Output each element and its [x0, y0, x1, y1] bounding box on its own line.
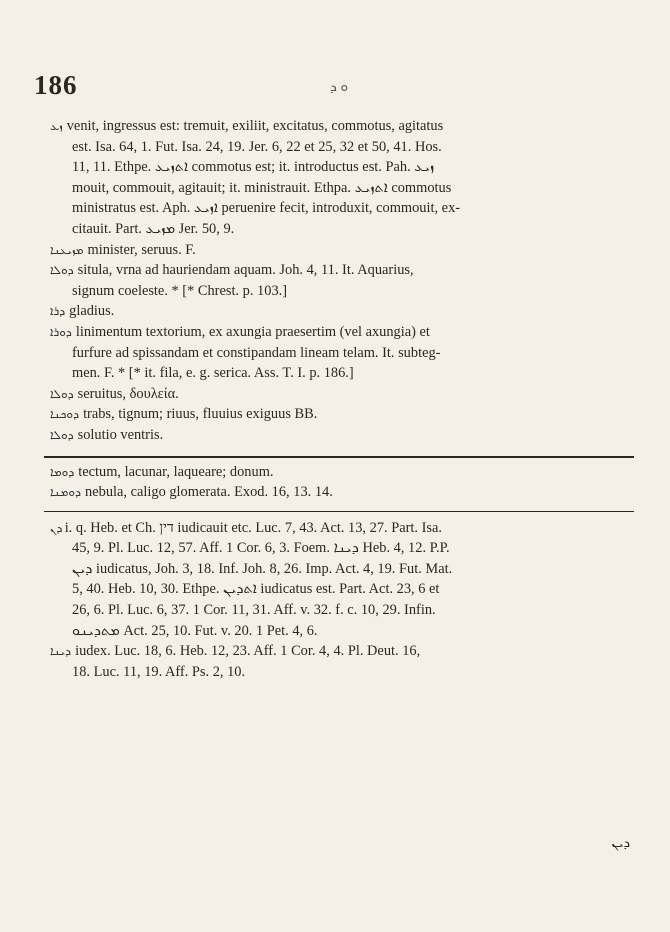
entry-text: gladius. [69, 303, 115, 320]
dictionary-entry [50, 482, 634, 503]
continuation-text: ܡܬܕܝܢܘ Act. 25, 10. Fut. v. 20. 1 Pet. 4, 6. [72, 622, 318, 639]
syriac-lemma: ܕܘܠܐ [50, 263, 74, 278]
entry-continuation [50, 600, 634, 621]
syriac-lemma: ܕܢ [50, 520, 61, 535]
dictionary-entry [50, 116, 634, 137]
dictionary-entry [50, 518, 634, 539]
dictionary-entry [50, 425, 634, 446]
continuation-text: men. F. * [* it. fila, e. g. serica. Ass. T. I. p. 186.] [72, 365, 354, 382]
section-rule [44, 511, 634, 512]
syriac-lemma: ܕܘܟܢܐ [50, 407, 80, 422]
dictionary-entry [50, 240, 634, 261]
entry-continuation [50, 579, 634, 600]
entries-body [50, 116, 634, 682]
syriac-lemma: ܕܪܐ [50, 304, 66, 319]
entry-text: linimentum textorium, ex axungia praesertim (vel axungia) et [75, 323, 430, 340]
entry-continuation [50, 662, 634, 683]
entry-continuation [50, 157, 634, 178]
dictionary-entry [50, 641, 634, 662]
entry-text: trabs, tignum; riuus, fluuius exiguus BB. [83, 406, 318, 423]
section-rule [44, 456, 634, 458]
running-head: ܘ ܕ [330, 80, 349, 95]
entry-continuation [50, 281, 634, 302]
entry-text: i. q. Heb. et Ch. דין iudicauit etc. Luc. 7, 43. Act. 13, 27. Part. Isa. [64, 519, 442, 536]
entry-text: minister, seruus. F. [87, 241, 196, 258]
entry-continuation [50, 137, 634, 158]
syriac-lemma: ܕܘܡܢܐ [50, 485, 82, 500]
continuation-text: 18. Luc. 11, 19. Aff. Ps. 2, 10. [72, 663, 246, 680]
dictionary-entry [50, 404, 634, 425]
syriac-lemma: ܕܘܠܐ [50, 386, 74, 401]
entry-text: tectum, lacunar, laqueare; donum. [78, 463, 274, 480]
entry-continuation [50, 219, 634, 240]
entry-continuation [50, 538, 634, 559]
entry-continuation [50, 559, 634, 580]
dictionary-entry [50, 322, 634, 343]
entry-text: iudex. Luc. 18, 6. Heb. 12, 23. Aff. 1 Cor. 4, 4. Pl. Deut. 16, [75, 643, 421, 660]
entry-text: nebula, caligo glomerata. Exod. 16, 13. 14. [85, 484, 333, 501]
continuation-text: 11, 11. Ethpe. ܐܬܙܝܥ commotus est; it. introductus est. Pah. ܙܝܥ [72, 159, 435, 176]
entry-continuation [50, 363, 634, 384]
entry-text: solutio ventris. [77, 426, 164, 443]
entry-text: situla, vrna ad hauriendam aquam. Joh. 4, 11. It. Aquarius, [77, 262, 414, 279]
entry-continuation [50, 343, 634, 364]
syriac-lemma: ܙܥ [50, 119, 63, 133]
syriac-lemma: ܕܘܠܐ [50, 427, 74, 442]
continuation-text: ܕܝܢ iudicatus, Joh. 3, 18. Inf. Joh. 8, 26. Imp. Act. 4, 19. Fut. Mat. [72, 560, 453, 577]
entry-text: seruitus, δουλεία. [77, 385, 179, 402]
continuation-text: citauit. Part. ܡܙܝܥ Jer. 50, 9. [72, 220, 235, 237]
dictionary-entry [50, 384, 634, 405]
catchword: ܕܝܢ [611, 836, 630, 851]
continuation-text: mouit, commouit, agitauit; it. ministrauit. Ethpa. ܐܬܙܝܥ commotus [72, 179, 452, 196]
dictionary-entry [50, 260, 634, 281]
continuation-text: 5, 40. Heb. 10, 30. Ethpe. ܐܬܕܝܢ iudicatus est. Part. Act. 23, 6 et [72, 581, 440, 598]
entry-continuation [50, 621, 634, 642]
continuation-text: signum coeleste. * [* Chrest. p. 103.] [72, 282, 288, 299]
continuation-text: furfure ad spissandam et constipandam lineam telam. It. subteg- [72, 344, 441, 361]
continuation-text: ministratus est. Aph. ܐܙܝܥ peruenire fecit, introduxit, commouit, ex- [72, 200, 461, 217]
continuation-text: 26, 6. Pl. Luc. 6, 37. 1 Cor. 11, 31. Aff. v. 32. f. c. 10, 29. Infin. [72, 602, 436, 619]
continuation-text: 45, 9. Pl. Luc. 12, 57. Aff. 1 Cor. 6, 3. Foem. ܕܝܢܐ Heb. 4, 12. P.P. [72, 540, 450, 557]
entry-continuation [50, 198, 634, 219]
entry-continuation [50, 178, 634, 199]
dictionary-entry [50, 462, 634, 483]
syriac-lemma: ܕܘܡܐ [50, 464, 75, 479]
page-number: 186 [34, 70, 78, 100]
syriac-lemma: ܕܝܢܐ [50, 644, 72, 659]
syriac-lemma: ܡܙܝܥܢܐ [50, 242, 84, 257]
syriac-lemma: ܕܘܪܐ [50, 324, 72, 339]
entry-text: venit, ingressus est: tremuit, exiliit, excitatus, commotus, agitatus [66, 118, 444, 134]
continuation-text: est. Isa. 64, 1. Fut. Isa. 24, 19. Jer. 6, 22 et 25, 32 et 50, 41. Hos. [72, 138, 442, 155]
dictionary-entry [50, 301, 634, 322]
